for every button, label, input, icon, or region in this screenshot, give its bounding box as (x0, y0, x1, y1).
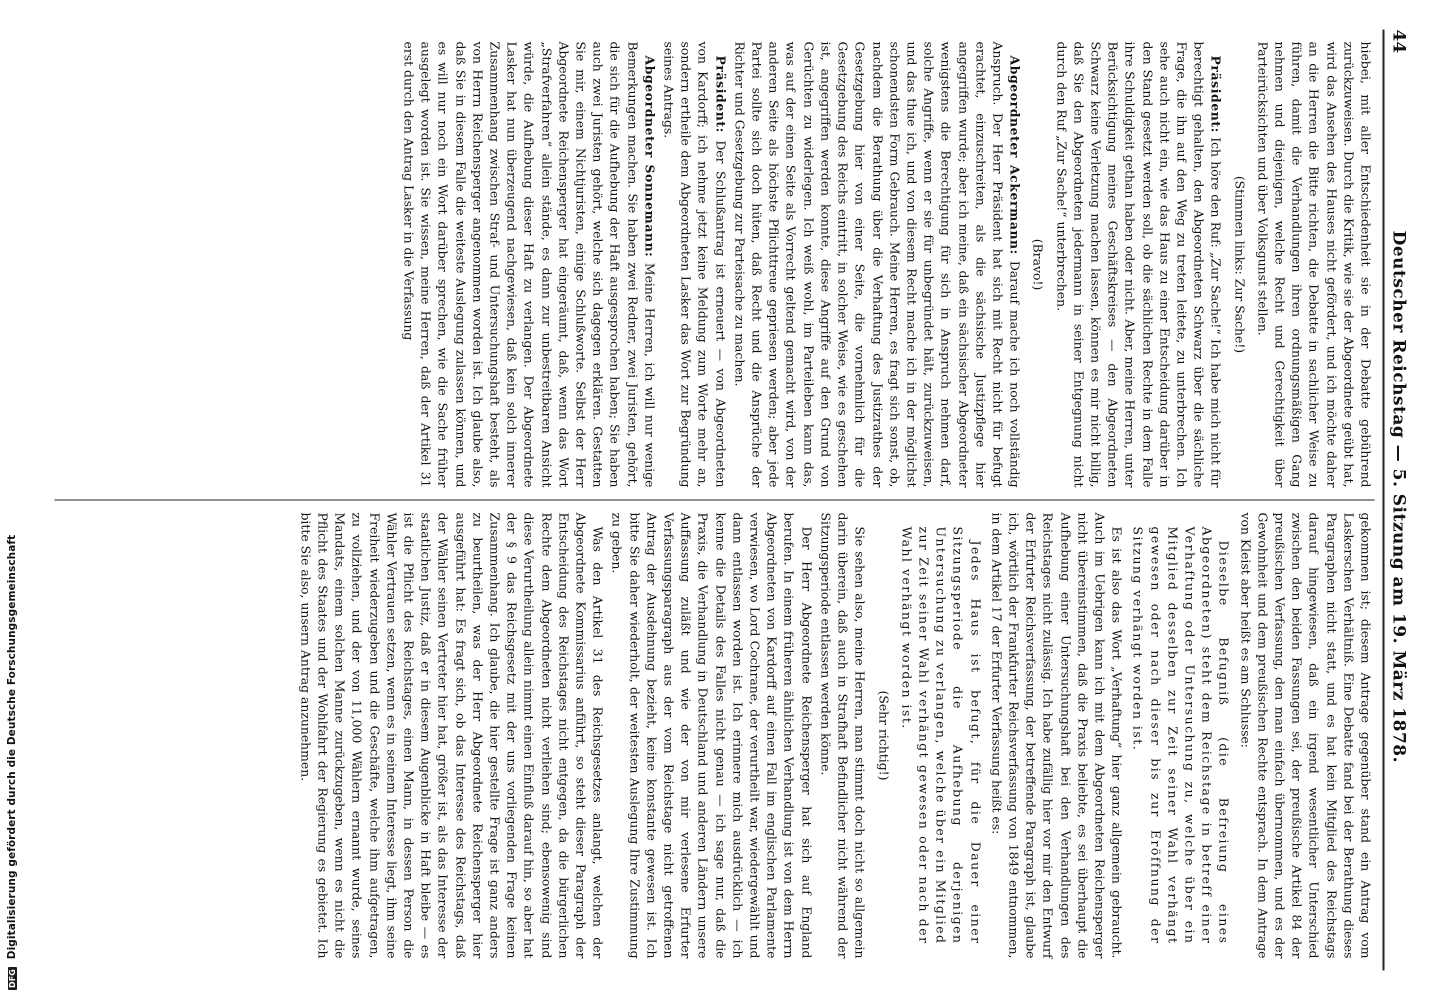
speech-text: Darauf mache ich noch vollständig Anspruch. Der Herr Präsident hat sich mit Recht nicht für befugt erachtet, einzuschreiten, als die sächsische Justizpflege hier angegriffen wurde; aber ich meine, daß ein sächsischer Abgeordneter wenigstens die Berechtigung für sich in Anspruch nehmen darf, solche Angriffe, wenn er sie für unbegründet hält, zurückzuweisen, und das thue ich, und von diesem Recht mache ich in der möglichst schonendsten Form Gebrauch. Meine Herren, es fragt sich sonst, ob, nachdem die Berathung über die Verhaftung des Justizrathes der Gesetzgebung hier von einer Seite, die vornehmlich für die Gesetzgebung des Reichs eintritt, in solcher Weise, wie es geschehen ist, angegriffen werden konnte, diese Angriffe auf den Grund von Gerüchten zu widerlegen. Ich weiß wohl, im Parteileben kann das, was auf der einen Seite als Vorrecht geltend gemacht wird, von der anderen Seite als höchste Pflichttreue gepriesen werden; aber jede Partei sollte sich doch hüten, daß Recht und die Ansprüche der Richter und Gesetzgebung zur Parteisache zu machen. (731, 41, 1023, 488)
speech-text: Ich höre den Ruf: „Zur Sache!“ Ich habe mich nicht für berechtigt gehalten, den Abgeordneten Schwarz über die sächliche Frage, die ihn auf den Weg zu treten leitete, zu unterbrechen. Ich sehe auch nicht ein, wie das Haus zu einer Entscheidung darüber in den Stand gesetzt werden soll, ob die sächlichen Rechte in dem Falle ihre Schuldigkeit gethan haben oder nicht. Aber, meine Herren, unter Berücksichtigung meines Geschäftskreises — den Abgeordneten Schwarz keine Verletzung machen lassen, können es mir nicht billig, daß Sie den Abgeordneten jedermann in seiner Entgegnung nicht durch den Ruf „Zur Sache!“ unterbrechen. (1053, 41, 1224, 488)
interjection: (Stimmen links: Zur Sache!) (1231, 175, 1247, 354)
speaker-name: Abgeordneter Sonnemann: (641, 55, 657, 258)
speaker-name: Abgeordneter Ackermann: (1007, 55, 1023, 255)
paragraph: Sie sehen also, meine Herren, man stimmt doch nicht so allgemein darin überein, daß auch in Strafhaft Befindlicher nicht während der Sitzungsperiode entlassen werden könne. (817, 512, 868, 959)
speaker-name: Präsident: (712, 55, 728, 133)
paragraph: Der Herr Abgeordnete Reichensperger hat sich auf England berufen. In einem früheren ähnlichen Verhandlung ist von dem Herrn Abgeordneten von Kardorff auf einen Fall im englischen Parlamente verwiesen, wo Lord Cochrane, der verurtheilt war, wiedergewählt und dann entlassen worden ist. Ich erinnere mich ausdrücklich — ich kenne die Details des Falles nicht genau — ich sage nur, daß die Praxis, die Verhandlung in Deutschland und anderen Ländern unsere Auffassung zuläßt und wie der von mir verlesene Erfurter Verfassungsparagraph aus der vom Reichstage nicht getroffenen Antrag der Ausdehnung bezieht, keine konstante gewesen ist. Ich bitte Sie daher wiederholt, der weitesten Auslegung Ihre Zustimmung zu geben. (609, 512, 814, 959)
dfg-logo: DFG (8, 969, 17, 988)
speech-text: Der Schlußantrag ist erneuert — von Abgeordneten von Kardorff; ich nehme jetzt keine Meldung zum Worte mehr an, sondern ertheile dem Abgeordneten Lasker das Wort zur Begründung seines Antrags. (661, 41, 728, 488)
speech-text: Meine Herren, ich will nur wenige Bemerkungen machen. Sie haben zwei Redner, zwei Juristen, gehört, die sich für die Aufhebung der Haft ausgesprochen haben; Sie haben auch zwei Juristen gehört, welche sich dagegen erklären. Gestatten Sie mir, einem Nichtjuristen, einige Schlußworte. Selbst der Herr Abgeordnete Reichensperger hat eingeräumt, daß, wenn das Wort „Strafverfahren“ allein stände, es dann zur unbestreitbaren Ansicht würde, die Aufhebung dieser Haft zu verlangen. Der Abgeordnete Lasker hat nun überzeugend nachgewiesen, daß kein solch innerer Zusammenhang zwischen Straf- und Untersuchungshaft besteht, als von Herrn Reichensperger angenommen worden ist. Ich glaube also, daß Sie in diesem Falle die weiteste Auslegung zulassen können, und es will nur noch ein Wort darüber sprechen, wie die Sache früher ausgelegt worden ist. Sie wissen, meine Herren, daß der Artikel 31 erst durch den Antrag Lasker in die Verfassung (401, 41, 657, 488)
scanned-page-frame (28, 0, 1432, 1000)
page-number: 44 (1388, 29, 1408, 54)
paragraph: hiebei, mit aller Entschiedenheit sie in der Debatte gebührend zurückzuweisen. Durch die Kritik, wie sie der Abgeordnete geübt hat, wird das Ansehen des Hauses nicht gefördert, und ich möchte daher an die Herren die Bitte richten, die Debatte in sachlicher Weise zu führen, damit die Verhandlungen ihren ordnungsmäßigen Gang nehmen und diejenigen, welche Recht und Gerechtigkeit über Parteirücksichten und über Volksgunst stellen. (1254, 41, 1373, 488)
quotation: Jedes Haus ist befugt, für die Dauer einer Sitzungsperiode die Aufhebung derjenigen Untersuchung zu verlangen, welche über ein Mitglied zur Zeit seiner Wahl verhängt gewesen oder nach der Wahl verhängt worden ist. (898, 526, 983, 945)
paragraph (400, 42, 658, 488)
newspaper-page (40, 8, 1420, 993)
credit-text: Digitalisierung gefördert durch die Deutsche Forschungsgemeinschaft (6, 534, 18, 960)
quotation: Dieselbe Befugniß (die Befreiung eines Abgeordneten) steht dem Reichstage in betreff einer Verhaftung oder Untersuchung zu, welche über ein Mitglied desselben zur Zeit seiner Wahl verhängt gewesen oder nach dieser bis zur Eröffnung der Sitzung verhängt worden ist. (1130, 526, 1232, 945)
paragraph (731, 42, 1023, 488)
speaker-name: Präsident: (1208, 55, 1224, 133)
page-header (1382, 30, 1408, 971)
left-column (54, 30, 1374, 500)
paragraph: gekommen ist; diesem Antrage gegenüber stand ein Antrag vom Laskerschen Verhältniß. Eine Debatte fand bei der Berathung dieses Paragraphen nicht statt, und es hat kein Mitglied des Reichstags darauf hingewiesen, daß ein irgend wesentlicher Unterschied zwischen den beiden Fassungen sei, der preußische Artikel 84 der preußischen Verfassung, den man einfach übernommen, und es der Gewohnheit und dem preußischen Rechte entsprach. In dem Antrage von Kleist aber heißt es am Schlusse: (1237, 512, 1373, 959)
paragraph: Es ist also das Wort „Verhaftung“ hier ganz allgemein gebraucht. Auch im Uebrigen kann ich mit dem Abgeordneten Reichensperger nicht übereinstimmen, daß die Praxis beliebte, es sei überhaupt die Aufhebung einer Untersuchungshaft bei den Verhandlungen des Reichstages nicht zulässig. Ich habe zufällig hier vor mir den Entwurf der Erfurter Reichsverfassung, der betreffende Paragraph ist, glaube ich, wörtlich der Frankfurter Reichsverfassung von 1849 entnommen, in dem Artikel 17 der Erfurter Verfassung heißt es: (988, 512, 1125, 959)
page-title: Deutscher Reichstag — 5. Sitzung am 19. März 1878. (1388, 230, 1408, 764)
right-column (54, 500, 1374, 971)
interjection: (Sehr richtig!) (875, 690, 891, 781)
interjection: (Bravo!) (1030, 238, 1046, 291)
text-columns (54, 30, 1374, 971)
paragraph (1052, 42, 1224, 488)
paragraph: Was den Artikel 31 des Reichsgesetzes anlangt, welchen der Abgeordnete Kommissarius anführt, so steht dieser Paragraph der Entscheidung des Reichstages nicht entgegen, da die bürgerlichen Rechte dem Abgeordneten nicht verliehen sind; ebensowenig sind diese Verurtheilung allein nimmt einen Einfluß darauf hin, so aber hat der § 9 das Reichsgesetz mit der uns vorliegenden Frage keinen Zusammenhang. Ich glaube, die hier gestellte Frage ist ganz anders zu beurtheilen, was der Herr Abgeordnete Reichensperger hier ausgeführt hat: Es fragt sich, ob das Interesse des Reichstags, daß der Wähler seinen Vertreter hier hat, größer ist, als das Interesse der staatlichen Justiz, daß er in diesem Augenblicke in Haft bleibe — es ist die Pflicht des Reichstages, einen Mann, in dessen Person die Wähler Vertrauen setzen, wenn es in seinem Interesse liegt, ihm seine Freiheit wiederzugeben und die Geschäfte, welche ihm aufgetragen, zu vollziehen, und der von 11,000 Wählern ernannt wurde, seines Mandats, einem solchen Manne zurückzugeben, wenn es nicht die Pflicht des Staates und der Wohlfahrt der Regierung es gebietet. Ich bitte Sie also, unsern Antrag anzunehmen. (297, 512, 606, 959)
digitization-credit (0, 0, 24, 1000)
paragraph (660, 42, 729, 488)
